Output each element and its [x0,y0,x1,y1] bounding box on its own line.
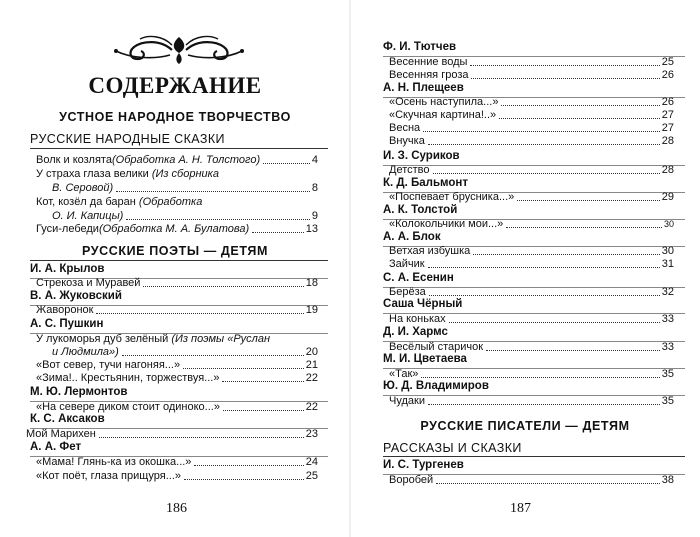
toc-entry[interactable] [389,217,674,231]
toc-entry[interactable] [389,95,674,109]
author-heading: М. Ю. Лермонтов [30,386,128,398]
author-heading: А. Н. Плещеев [383,82,464,94]
entry-title: Внучка [389,135,425,147]
entry-page: 13 [305,223,318,235]
entry-note: (Из сборника [151,168,219,180]
entry-note: (Обработка А. Н. Толстого) [111,154,261,166]
toc-entry-line [36,195,202,209]
entry-note: и Людмила») [52,346,119,358]
entry-page: 18 [305,277,318,289]
entry-title: Весна [389,122,421,134]
toc-entry[interactable] [389,121,674,135]
entry-title: «Скучная картина!..» [389,109,497,121]
author-heading: К. С. Аксаков [30,413,105,425]
toc-entry[interactable] [36,303,318,317]
toc-entry[interactable] [52,345,318,359]
toc-entry[interactable] [36,400,318,414]
entry-page: 27 [661,122,674,134]
entry-page: 24 [305,456,318,468]
author-heading: И. С. Тургенев [383,459,464,471]
author-heading: Ю. Д. Владимиров [383,380,489,392]
toc-entry[interactable] [26,427,318,441]
author-heading: А. А. Блок [383,231,441,243]
section-heading: РУССКИЕ ПИСАТЕЛИ — ДЕТЯМ [420,419,630,433]
entry-page: 38 [661,474,674,486]
toc-entry[interactable] [389,312,674,326]
author-heading: И. З. Суриков [383,150,460,162]
toc-entry[interactable] [389,68,674,82]
entry-title: Кот, козёл да баран [36,196,139,208]
entry-page: 27 [661,109,674,121]
author-heading: М. И. Цветаева [383,353,467,365]
entry-title: Волк и козлята [36,154,112,166]
toc-entry[interactable] [389,473,674,487]
entry-title: Ветхая избушка [389,245,471,257]
entry-page: 26 [661,96,674,108]
entry-page: 26 [661,69,674,81]
entry-title: «Колокольчики мои...» [389,218,504,230]
entry-title: «Поспевает брусника...» [389,191,515,203]
entry-page: 35 [661,368,674,380]
author-heading: С. А. Есенин [383,272,454,284]
toc-entry[interactable] [389,163,674,177]
author-heading: Саша Чёрный [383,298,463,310]
entry-page: 9 [311,210,318,222]
subsection-rule [383,456,685,457]
entry-title: «Вот север, тучи нагоняя...» [36,359,181,371]
entry-title: На коньках [389,313,446,325]
subsection-heading: РУССКИЕ НАРОДНЫЕ СКАЗКИ [30,132,225,146]
entry-page: 33 [661,341,674,353]
entry-page: 30 [661,245,674,257]
subsection-rule [30,148,328,149]
toc-entry[interactable] [36,358,318,372]
toc-entry[interactable] [36,276,318,290]
entry-title: Весенние воды [389,56,468,68]
page-title: СОДЕРЖАНИЕ [88,73,262,98]
entry-note: О. И. Капицы) [52,210,124,222]
entry-title: Жаворонок [36,304,94,316]
entry-note: В. Серовой) [52,182,114,194]
entry-page: 8 [311,182,318,194]
toc-entry[interactable] [36,371,318,385]
toc-entry[interactable] [389,55,674,69]
entry-page: 21 [305,359,318,371]
entry-page: 22 [305,401,318,413]
section-heading: РУССКИЕ ПОЭТЫ — ДЕТЯМ [81,244,269,258]
entry-page: 28 [661,135,674,147]
toc-entry[interactable] [389,108,674,122]
entry-page: 19 [305,304,318,316]
toc-entry[interactable] [36,469,318,483]
entry-title: «Так» [389,368,419,380]
entry-page: 32 [661,286,674,298]
author-heading: Д. И. Хармс [383,326,448,338]
toc-entry[interactable] [52,209,318,223]
entry-page: 35 [661,395,674,407]
author-heading: А. А. Фет [30,441,82,453]
toc-entry[interactable] [389,394,674,408]
toc-entry[interactable] [36,153,318,167]
entry-page: 20 [305,346,318,358]
entry-page: 23 [305,428,318,440]
entry-title: «Зима!.. Крестьянин, торжествуя...» [36,372,220,384]
entry-title: Гуси-лебеди [36,223,99,235]
entry-title: Берёза [389,286,426,298]
author-heading: А. К. Толстой [383,204,458,216]
entry-title: Стрекоза и Муравей [36,277,141,289]
toc-entry[interactable] [389,244,674,258]
entry-note: (Обработка М. А. Булатова) [98,223,250,235]
entry-title: Воробей [389,474,434,486]
entry-note: (Обработка [138,196,203,208]
toc-entry-line [36,167,219,181]
entry-page: 25 [305,470,318,482]
toc-entry-line [36,332,270,346]
toc-entry[interactable] [36,455,318,469]
toc-entry[interactable] [389,367,674,381]
toc-entry[interactable] [389,190,674,204]
entry-page: 30 [663,219,674,229]
ornament-icon [112,33,246,67]
author-heading: В. А. Жуковский [30,290,122,302]
entry-title: Мой Марихен [26,428,96,440]
entry-title: Весёлый старичок [389,341,484,353]
toc-entry[interactable] [36,222,318,236]
subsection-heading: РАССКАЗЫ И СКАЗКИ [383,441,522,455]
author-heading: И. А. Крылов [30,263,105,275]
entry-title: У лукоморья дуб зелёный [36,333,172,345]
author-heading: К. Д. Бальмонт [383,177,468,189]
section-heading: УСТНОЕ НАРОДНОЕ ТВОРЧЕСТВО [59,110,291,124]
entry-title: Весенняя гроза [389,69,469,81]
entry-page: 29 [661,191,674,203]
entry-page: 4 [311,154,318,166]
entry-title: «Мама! Глянь-ка из окошка...» [36,456,192,468]
author-heading: Ф. И. Тютчев [383,41,457,53]
right-page [350,0,700,537]
page-number: 186 [166,501,187,516]
entry-title: Детство [389,164,430,176]
entry-title: «Осень наступила...» [389,96,499,108]
author-heading: А. С. Пушкин [30,318,104,330]
entry-title: Зайчик [389,258,425,270]
entry-page: 22 [305,372,318,384]
toc-entry[interactable] [389,257,674,271]
entry-page: 28 [661,164,674,176]
entry-title: «Кот поёт, глаза прищуря...» [36,470,182,482]
entry-title: У страха глаза велики [36,168,152,180]
entry-page: 33 [661,313,674,325]
toc-entry[interactable] [389,134,674,148]
toc-entry[interactable] [52,181,318,195]
entry-page: 31 [661,258,674,270]
entry-title: «На севере диком стоит одиноко...» [36,401,220,413]
section-rule [30,260,328,261]
entry-note: (Из поэмы «Руслан [171,333,271,345]
page-number: 187 [510,501,531,516]
toc-entry[interactable] [389,340,674,354]
toc-entry[interactable] [389,285,674,299]
entry-title: Чудаки [389,395,425,407]
entry-page: 25 [661,56,674,68]
